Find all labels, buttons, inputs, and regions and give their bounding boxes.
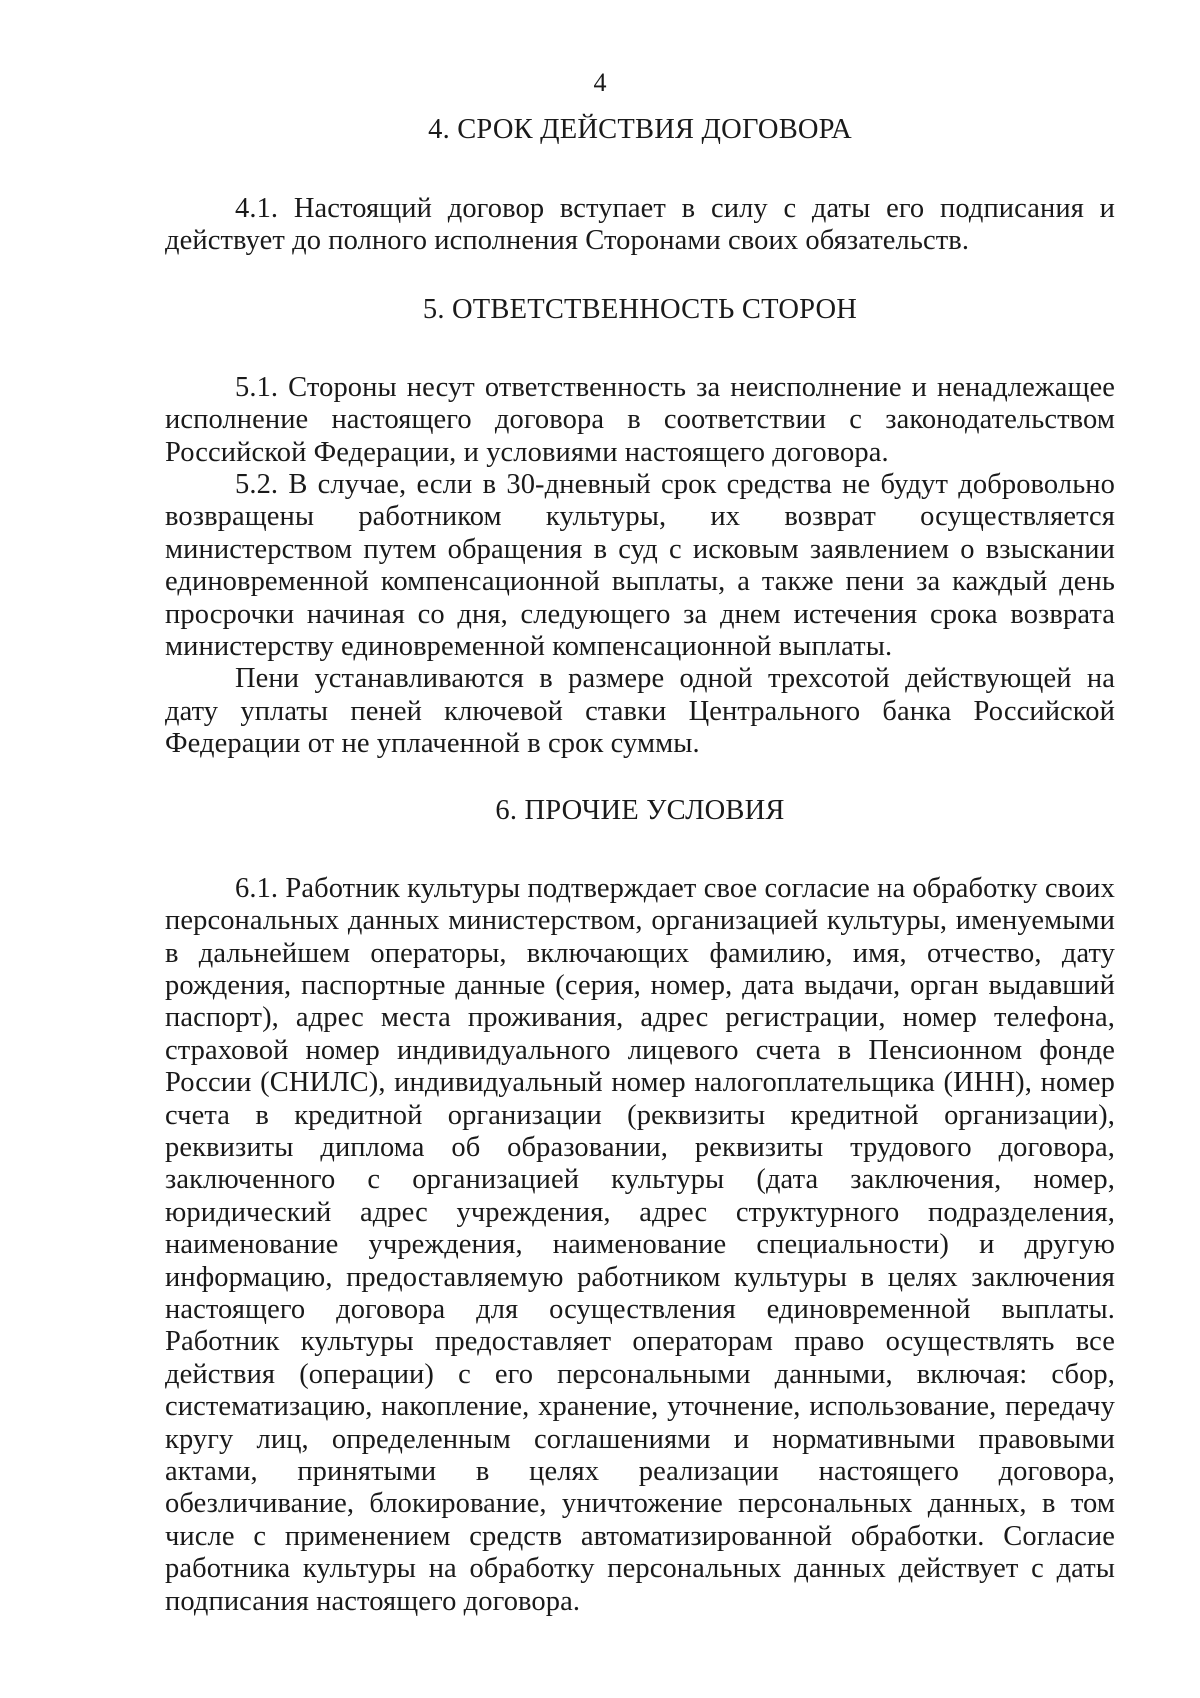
document-content bbox=[165, 112, 1115, 1618]
paragraph-penalty: Пени устанавливаются в размере одной трехсотой действующей на дату уплаты пеней ключевой ставки Центрального банка Российской Федерации от не уплаченной в срок суммы. bbox=[165, 663, 1115, 760]
section-title-term: 4. СРОК ДЕЙСТВИЯ ДОГОВОРА bbox=[428, 114, 852, 145]
page-number: 4 bbox=[593, 68, 607, 97]
paragraph-5-2: 5.2. В случае, если в 30-дневный срок средства не будут добровольно возвращены работником культуры, их возврат осуществляется министерством путем обращения в суд с исковым заявлением о взыскании единовременной компенсационной выплаты, а также пени за каждый день просрочки начиная со дня, следующего за днем истечения срока возврата министерству единовременной компенсационной выплаты. bbox=[165, 469, 1115, 663]
paragraph-6-1: 6.1. Работник культуры подтверждает свое согласие на обработку своих персональных данных министерством, организацией культуры, именуемыми в дальнейшем операторы, включающих фамилию, имя, отчество, дату рождения, паспортные данные (серия, номер, дата выдачи, орган выдавший паспорт), адрес места проживания, адрес регистрации, номер телефона, страховой номер индивидуального лицевого счета в Пенсионном фонде России (СНИЛС), индивидуальный номер налогоплательщика (ИНН), номер счета в кредитной организации (реквизиты кредитной организации), реквизиты диплома об образовании, реквизиты трудового договора, заключенного с организацией культуры (дата заключения, номер, юридический адрес учреждения, адрес структурного подразделения, наименование учреждения, наименование специальности) и другую информацию, предоставляемую работником культуры в целях заключения настоящего договора для осуществления единовременной выплаты. Работник культуры предоставляет операторам право осуществлять все действия (операции) с его персональными данными, включая: сбор, систематизацию, накопление, хранение, уточнение, использование, передачу кругу лиц, определенным соглашениями и нормативными правовыми актами, принятыми в целях реализации настоящего договора, обезличивание, блокирование, уничтожение персональных данных, в том числе с применением средств автоматизированной обработки. Согласие работника культуры на обработку персональных данных действует с даты подписания настоящего договора. bbox=[165, 872, 1115, 1617]
paragraph-5-1: 5.1. Стороны несут ответственность за неисполнение и ненадлежащее исполнение настоящего договора в соответствии с законодательством Российской Федерации, и условиями настоящего договора. bbox=[165, 371, 1115, 468]
section-title-other-terms: 6. ПРОЧИЕ УСЛОВИЯ bbox=[495, 794, 785, 826]
section-title-liability: 5. ОТВЕТСТВЕННОСТЬ СТОРОН bbox=[422, 293, 858, 325]
paragraph-4-1: 4.1. Настоящий договор вступает в силу с даты его подписания и действует до полного исполнения Сторонами своих обязательств. bbox=[165, 193, 1115, 257]
